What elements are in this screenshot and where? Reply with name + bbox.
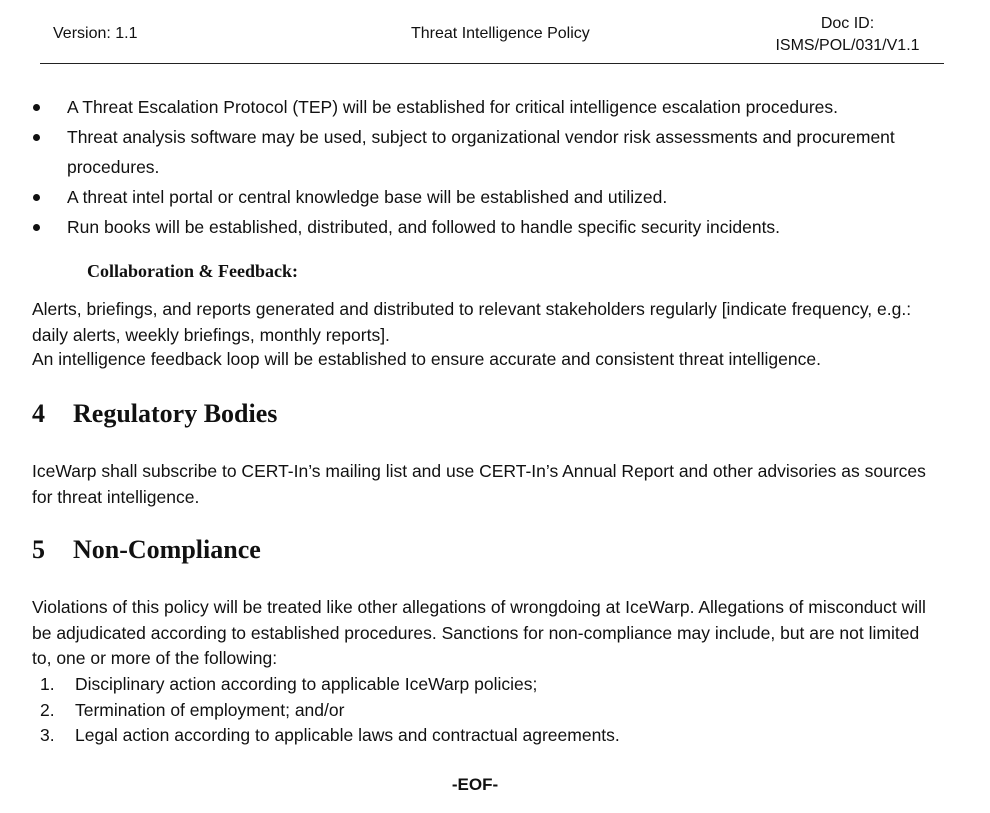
list-number: 1. [40,674,55,694]
list-item [32,212,952,242]
list-item-text: Legal action according to applicable laws and contractual agreements. [75,725,620,745]
list-number: 2. [40,699,55,720]
sanctions-list [40,672,940,749]
list-number: 3. [40,725,55,745]
header-doc-id [760,13,935,57]
list-item [32,182,952,212]
bullet-icon [33,134,40,141]
section-number: 5 [32,535,45,564]
collaboration-heading: Collaboration & Feedback: [87,261,298,281]
doc-id-value: ISMS/POL/031/V1.1 [775,37,920,54]
section-4-body: IceWarp shall subscribe to CERT-In’s mailing list and use CERT-In’s Annual Report and other advisories as sources for threat intelligence. [32,461,926,507]
list-item [32,92,952,122]
list-item-text: Disciplinary action according to applicable IceWarp policies; [75,674,538,694]
section-title: Regulatory Bodies [73,399,278,428]
list-item [40,723,940,749]
section-5-body: Violations of this policy will be treated like other allegations of wrongdoing at IceWarp. Allegations of misconduct will be adjudicated according to established procedures. Sanctions for non-compliance may include, but are not limited to, one or more of the following: [32,597,926,668]
bullet-icon [33,224,40,231]
list-item-text: A threat intel portal or central knowledge base will be established and utilized. [67,187,668,207]
bullet-icon [33,104,40,111]
list-item [32,122,952,182]
section-number: 4 [32,399,45,428]
doc-id-label: Doc ID: [820,15,875,32]
section-5-heading [32,535,261,565]
collaboration-paragraph-1: Alerts, briefings, and reports generated and distributed to relevant stakeholders regularly [indicate frequency, e.g.: daily alerts, weekly briefings, monthly reports]. [32,299,912,345]
section-4-heading [32,399,277,429]
page-header [0,0,990,70]
list-item-text: A Threat Escalation Protocol (TEP) will be established for critical intelligence escalation procedures. [67,97,839,117]
list-item [40,698,940,724]
header-title: Threat Intelligence Policy [411,25,590,42]
header-divider [40,63,944,64]
list-item-text: Threat analysis software may be used, subject to organizational vendor risk assessments and procurement procedures. [67,127,895,177]
bullet-icon [33,194,40,201]
collaboration-paragraph-2: An intelligence feedback loop will be established to ensure accurate and consistent threat intelligence. [32,349,821,369]
section-title: Non-Compliance [73,535,261,564]
list-item-text: Termination of employment; and/or [75,699,345,720]
bullet-list [32,92,952,242]
list-item-text: Run books will be established, distributed, and followed to handle specific security incidents. [67,217,781,237]
header-version: Version: 1.1 [53,25,138,42]
end-of-file-marker: -EOF- [451,775,499,794]
list-item [40,672,940,698]
